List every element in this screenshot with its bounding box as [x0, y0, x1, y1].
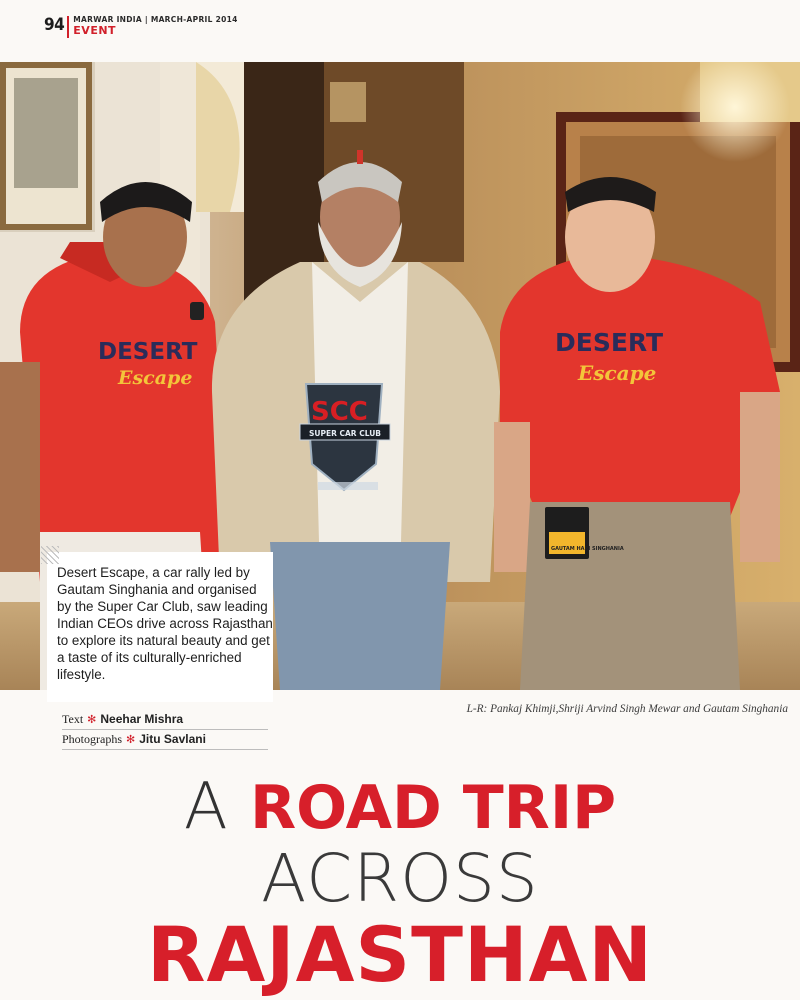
shirt-text-right-2: Escape	[578, 361, 657, 385]
page-number: 94	[44, 15, 65, 35]
page-header	[44, 15, 238, 39]
shirt-text-left-2: Escape	[118, 367, 193, 389]
credit-photos	[62, 730, 268, 750]
credit-text	[62, 710, 268, 730]
header-divider	[67, 16, 69, 38]
caption-box	[47, 552, 273, 702]
title-word-a: A	[183, 770, 250, 844]
star-icon: ✻	[87, 713, 97, 726]
publication-name: MARWAR INDIA | MARCH-APRIL 2014	[73, 15, 238, 24]
trophy-text: SCC	[311, 397, 368, 427]
title-word-across: ACROSS	[261, 840, 539, 917]
intro-caption: Desert Escape, a car rally led by Gautam Singhania and organised by the Super Car Club, saw leading Indian CEOs drive across Rajasthan to explore its natural beauty and get a taste of its culturally-enriched lifestyle.	[57, 565, 273, 682]
article-title	[0, 770, 800, 1000]
title-line-1	[0, 770, 800, 844]
photo-caption: L-R: Pankaj Khimji,Shriji Arvind Singh Mewar and Gautam Singhania	[466, 703, 788, 715]
section-category: EVENT	[73, 24, 117, 37]
star-icon: ✻	[126, 733, 136, 746]
title-word-road-trip: ROAD TRIP	[249, 773, 617, 843]
credits	[62, 710, 268, 750]
trophy-subtext: SUPER CAR CLUB	[309, 429, 382, 438]
header-text	[73, 15, 237, 37]
credit-photo-name: Jitu Savlani	[139, 732, 206, 746]
badge-text: GAUTAM HARI SINGHANIA	[551, 546, 624, 552]
credit-text-label: Text	[62, 712, 84, 726]
title-word-rajasthan: RAJASTHAN	[146, 910, 654, 999]
credit-photo-label: Photographs	[62, 732, 122, 746]
credit-text-name: Neehar Mishra	[100, 712, 184, 726]
shirt-text-right-1: DESERT	[555, 328, 664, 357]
shirt-text-left-1: DESERT	[98, 339, 198, 365]
